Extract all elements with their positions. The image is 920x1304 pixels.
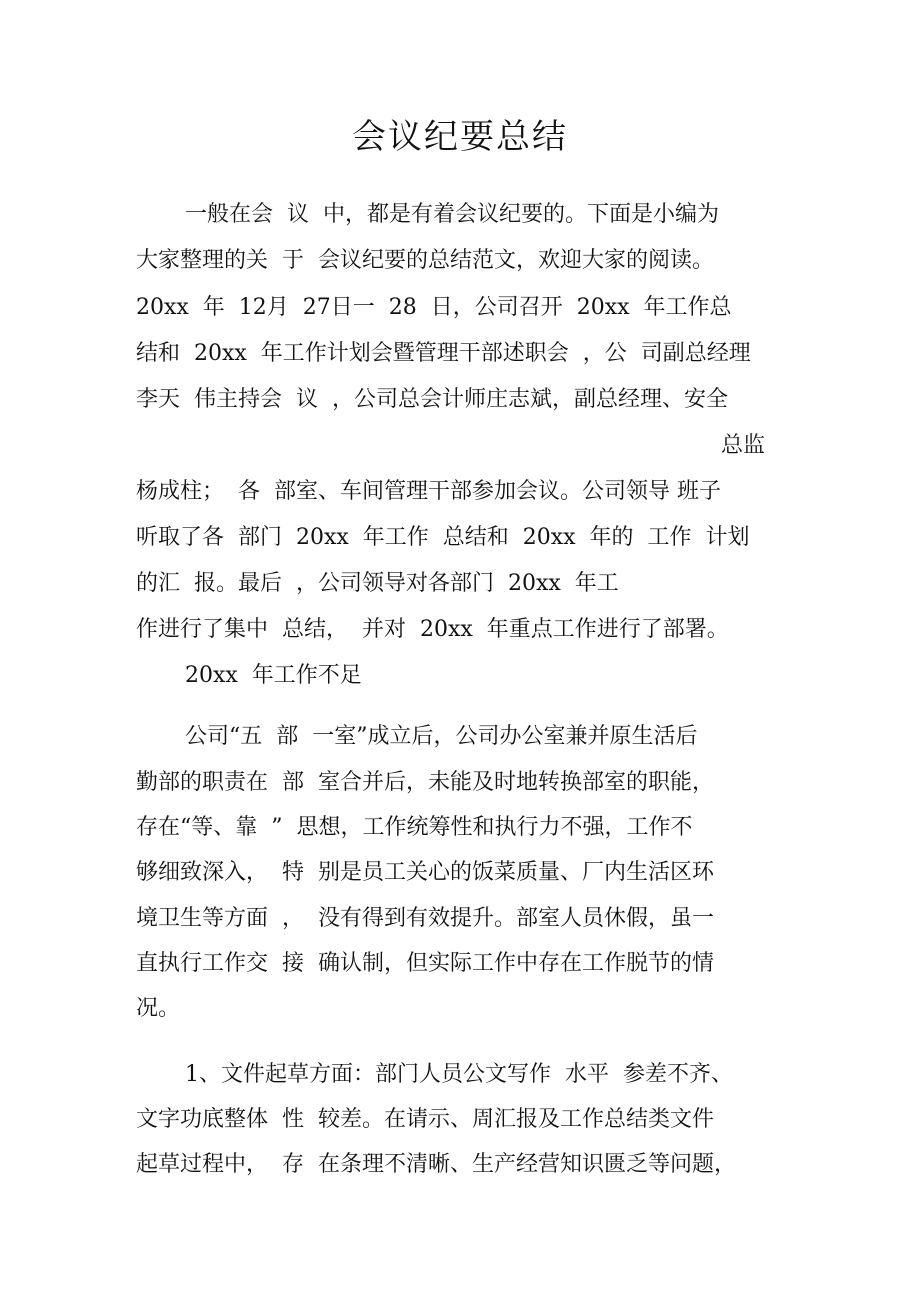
paragraph-line: 杨成柱； 各 部室、车间管理干部参加会议。公司领导 班子 bbox=[136, 479, 721, 504]
paragraph-line: 文字功底整体 性 较差。在请示、周汇报及工作总结类文件 bbox=[136, 1107, 714, 1132]
paragraph-line: 一般在会 议 中，都是有着会议纪要的。下面是小编为 bbox=[185, 202, 719, 227]
section-heading: 20xx 年工作不足 bbox=[185, 663, 362, 688]
paragraph-line: 听取了各 部门 20xx 年工作 总结和 20xx 年的 工作 计划 bbox=[136, 525, 750, 550]
paragraph-line: 存在“等、靠 ” 思想，工作统筹性和执行力不强，工作不 bbox=[136, 815, 693, 840]
paragraph-line: 公司“五 部 一室”成立后，公司办公室兼并原生活后 bbox=[185, 724, 698, 749]
paragraph-line: 结和 20xx 年工作计划会暨管理干部述职会 ，公 司副总经理 bbox=[136, 341, 751, 366]
paragraph-line: 总监 bbox=[721, 433, 766, 458]
paragraph-line: 直执行工作交 接 确认制，但实际工作中存在工作脱节的情 bbox=[136, 951, 714, 976]
paragraph-line: 作进行了集中 总结， 并对 20xx 年重点工作进行了部署。 bbox=[136, 617, 729, 642]
paragraph-line: 李天 伟主持会 议 ，公司总会计师庄志斌，副总经理、安全 bbox=[136, 387, 728, 412]
paragraph-line: 境卫生等方面 ， 没有得到有效提升。部室人员休假，虽一 bbox=[136, 906, 714, 931]
paragraph-line: 1、文件起草方面：部门人员公文写作 水平 参差不齐、 bbox=[185, 1062, 733, 1087]
document-title: 会议纪要总结 bbox=[352, 117, 568, 157]
paragraph-line: 的汇 报。最后 ，公司领导对各部门 20xx 年工 bbox=[136, 571, 619, 596]
paragraph-line: 起草过程中， 存 在条理不清晰、生产经营知识匮乏等问题， bbox=[136, 1152, 736, 1177]
paragraph-line: 大家整理的关 于 会议纪要的总结范文，欢迎大家的阅读。 bbox=[136, 248, 714, 273]
paragraph-line: 20xx 年 12月 27日一 28 日，公司召开 20xx 年工作总 bbox=[136, 295, 732, 320]
paragraph-line: 勤部的职责在 部 室合并后，未能及时地转换部室的职能， bbox=[136, 770, 714, 795]
paragraph-line: 够细致深入， 特 别是员工关心的饭菜质量、厂内生活区环 bbox=[136, 860, 714, 885]
paragraph-line: 况。 bbox=[136, 996, 181, 1021]
